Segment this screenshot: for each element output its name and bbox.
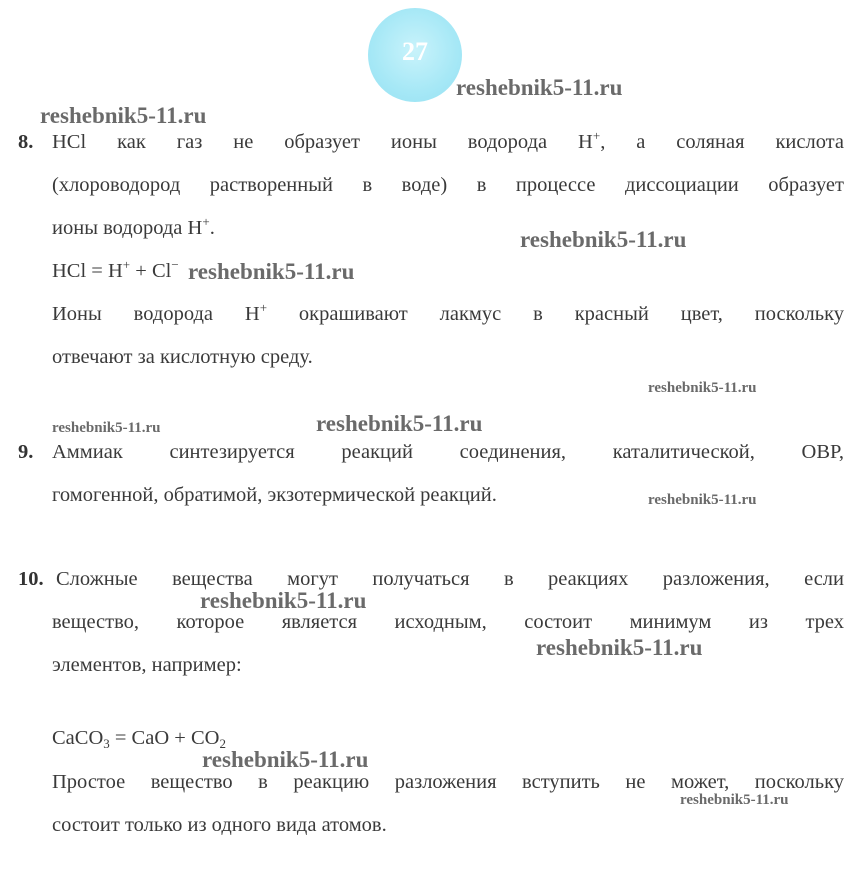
q10-equation	[52, 717, 226, 760]
watermark: reshebnik5-11.ru	[316, 411, 483, 436]
q8-eq-left: HCl = H	[52, 260, 123, 282]
question-9-number: 9.	[18, 441, 34, 463]
q8-line1-end: , а соляная кислота	[600, 131, 844, 153]
q10-eq-sub: 3	[103, 736, 110, 751]
q8-line3	[52, 207, 844, 250]
q8-equation	[52, 250, 844, 293]
watermark: reshebnik5-11.ru	[52, 420, 161, 436]
watermark: reshebnik5-11.ru	[536, 635, 703, 660]
q10-line1: Сложные вещества могут получаться в реакциях разложения, если	[56, 568, 844, 590]
page-number-badge	[368, 8, 462, 102]
question-8-number: 8.	[18, 131, 34, 153]
q10-line3: элементов, например:	[52, 654, 242, 676]
question-8-text	[52, 121, 844, 379]
watermark: reshebnik5-11.ru	[648, 380, 757, 396]
q8-line3-end: .	[209, 217, 215, 239]
q8-line2: (хлороводород растворенный в воде) в процессе диссоциации образует	[52, 174, 844, 196]
q8-sup: +	[259, 300, 268, 315]
q8-line1-text: HCl как газ не образует ионы водорода H	[52, 131, 593, 153]
q8-line5-text: Ионы водорода H	[52, 303, 260, 325]
q8-line3-text: ионы водорода H	[52, 217, 203, 239]
page-number: 27	[402, 37, 428, 66]
question-10-number: 10.	[18, 568, 44, 590]
q8-eq-right: + Cl	[130, 260, 172, 282]
q8-sup: +	[122, 257, 131, 272]
q9-line1: Аммиак синтезируется реакций соединения, каталитической, ОВР,	[52, 441, 844, 463]
q8-line6: отвечают за кислотную среду.	[52, 346, 313, 368]
q8-line5	[52, 293, 844, 336]
q8-line5-end: окрашивают лакмус в красный цвет, поскольку	[267, 303, 845, 325]
watermark: reshebnik5-11.ru	[202, 747, 369, 772]
q10-eq-b: = CaO + CO	[109, 727, 220, 749]
q10-line2: вещество, которое является исходным, состоит минимум из трех	[52, 611, 844, 633]
q10-eq-sub: 2	[219, 736, 226, 751]
watermark: reshebnik5-11.ru	[40, 103, 207, 128]
watermark: reshebnik5-11.ru	[520, 227, 687, 252]
q8-sup: −	[171, 257, 179, 272]
q10-line6: состоит только из одного вида атомов.	[52, 814, 387, 836]
q10-line5: Простое вещество в реакцию разложения вступить не может, поскольку	[52, 771, 844, 793]
q8-sup: +	[202, 214, 210, 229]
q8-sup: +	[592, 128, 601, 143]
q10-eq-a: CaCO	[52, 727, 104, 749]
q9-line2: гомогенной, обратимой, экзотермической реакций.	[52, 484, 497, 506]
question-10-text	[52, 558, 844, 687]
watermark: reshebnik5-11.ru	[188, 259, 355, 284]
watermark: reshebnik5-11.ru	[200, 588, 367, 613]
watermark: reshebnik5-11.ru	[456, 75, 623, 100]
watermark: reshebnik5-11.ru	[680, 792, 789, 808]
watermark: reshebnik5-11.ru	[648, 492, 757, 508]
